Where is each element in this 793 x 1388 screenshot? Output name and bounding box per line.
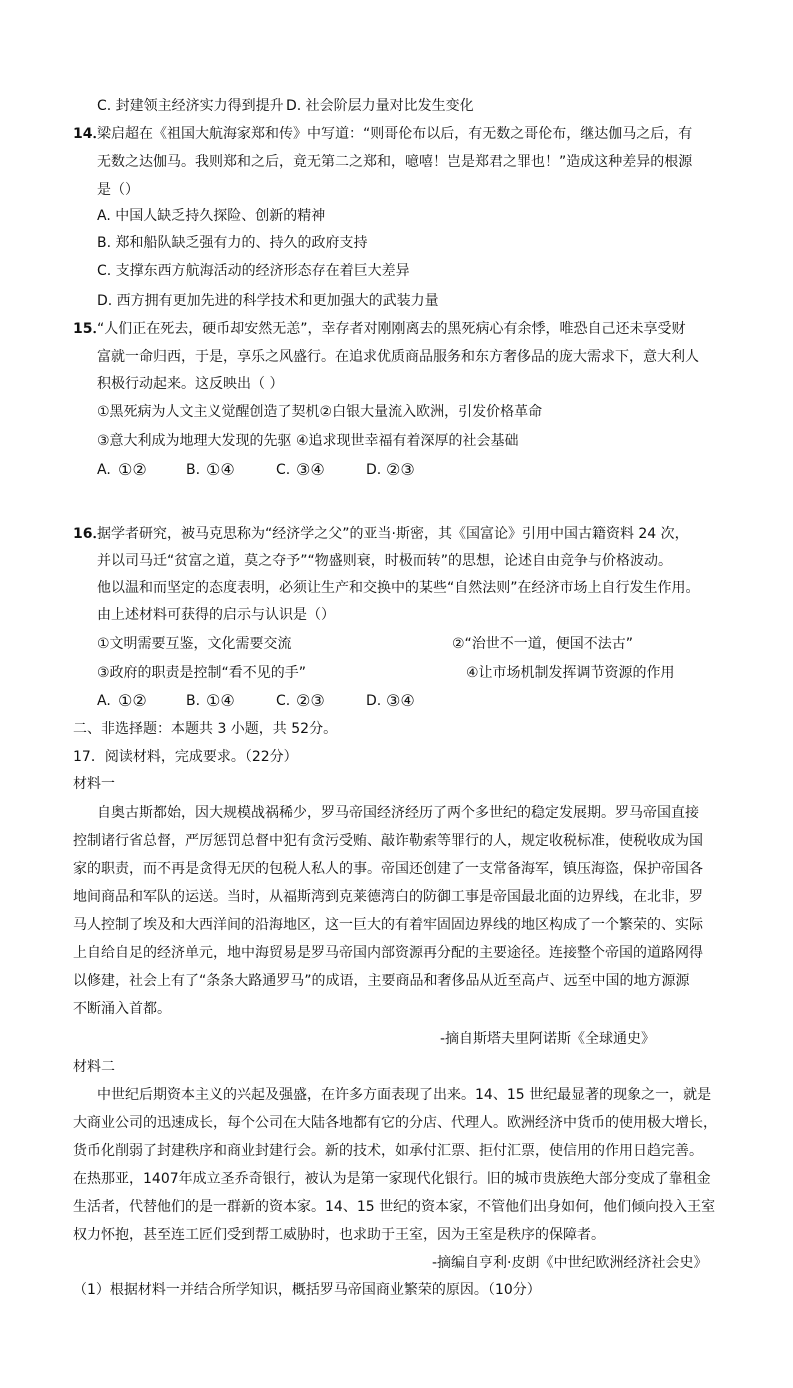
material-two-line: 中世纪后期资本主义的兴起及强盛，在许多方面表现了出来。14、15 世纪最显著的现象之一，就是 (97, 1087, 712, 1103)
q16-option-c-letter: C. (276, 693, 291, 709)
q16-item-4: ④让市场机制发挥调节资源的作用 (466, 665, 675, 681)
q16-option-b-value: ①④ (206, 691, 235, 710)
q15-option-a-letter: A. (97, 462, 111, 478)
material-one-line: 自奥古斯都始，因大规模战祸稀少，罗马帝国经济经历了两个多世纪的稳定发展期。罗马帝国直接 (97, 805, 699, 821)
material-one-line: 上自给自足的经济单元，地中海贸易是罗马帝国内部资源再分配的主要途径。连接整个帝国的道路网得 (73, 945, 703, 961)
material-one-label: 材料一 (73, 776, 115, 792)
material-two-label: 材料二 (73, 1059, 115, 1075)
q15-option-d-letter: D. (366, 462, 382, 478)
q16-item-3: ③政府的职责是控制“看不见的手” (97, 665, 307, 681)
material-two-line: 生活者，代替他们的是一群新的资本家。14、15 世纪的资本家，不管他们出身如何，他们倾向投入王室 (73, 1199, 716, 1215)
q15-stem-line: “人们正在死去，硬币却安然无恙”，幸存者对刚刚离去的黑死病心有余悸，唯恐自己还未享受财 (97, 321, 686, 337)
q14-option-b: B. 郑和船队缺乏强有力的、持久的政府支持 (97, 235, 368, 251)
material-one-line: 家的职责，而不再是贪得无厌的包税人私人的事。帝国还创建了一支常备海军，镇压海盗，保护帝国各 (73, 861, 703, 877)
q16-stem-line: 据学者研究，被马克思称为“经济学之父”的亚当·斯密，其《国富论》引用中国古籍资料 24 次， (97, 526, 689, 542)
q15-stem-line: 积极行动起来。这反映出（ ） (97, 376, 284, 392)
q16-option-a-value: ①② (118, 691, 147, 710)
q15-item-line: ③意大利成为地理大发现的先驱 ④追求现世幸福有着深厚的社会基础 (97, 433, 519, 449)
q16-option-c-value: ②③ (296, 691, 325, 710)
q14-option-a: A. 中国人缺乏持久探险、创新的精神 (97, 208, 326, 224)
material-two-line: 在热那亚，1407年成立圣乔奇银行，被认为是第一家现代化银行。旧的城市贵族绝大部分变成了靠租金 (73, 1171, 711, 1187)
q16-option-d-letter: D. (366, 693, 382, 709)
q15-option-b-letter: B. (186, 462, 201, 478)
material-two-line: 大商业公司的迅速成长，每个公司在大陆各地都有它的分店、代理人。欧洲经济中货币的使用极大增长， (73, 1115, 717, 1131)
q16-stem-line: 由上述材料可获得的启示与认识是（） (97, 607, 335, 623)
material-one-line: 控制诸行省总督，严厉惩罚总督中犯有贪污受贿、敲诈勒索等罪行的人，规定收税标准，使税收成为国 (73, 833, 703, 849)
material-two-line: 权力怀抱，甚至连工匠们受到帮工威胁时，也求助于王室，因为王室是秩序的保障者。 (73, 1227, 605, 1243)
q16-number: 16． (73, 526, 107, 542)
q15-stem-line: 富就一命归西，于是，享乐之风盛行。在追求优质商品服务和东方奢侈品的庞大需求下，意大利人 (97, 349, 699, 365)
q15-option-c-value: ③④ (296, 460, 325, 479)
q16-option-b-letter: B. (186, 693, 201, 709)
q17-title: 17．阅读材料，完成要求。（22分） (73, 749, 298, 765)
q14-number: 14． (73, 126, 107, 142)
material-one-line: 地间商品和军队的运送。当时，从福斯湾到克莱德湾白的防御工事是帝国最北面的边界线，在北非，罗 (73, 889, 703, 905)
material-one-line: 以修建，社会上有了“条条大路通罗马”的成语，主要商品和奢侈品从近至高卢、远至中国的地方源源 (73, 973, 690, 989)
q13-option-d: D. 社会阶层力量对比发生变化 (286, 98, 474, 114)
q15-option-a-value: ①② (118, 460, 147, 479)
q15-number: 15． (73, 321, 107, 337)
q16-option-a-letter: A. (97, 693, 111, 709)
q14-stem-line: 是（） (97, 182, 139, 198)
q14-option-d: D. 西方拥有更加先进的科学技术和更加强大的武装力量 (97, 293, 439, 309)
q16-stem-line: 并以司马迁“贫富之道，莫之夺予”“物盛则衰，时极而转”的思想，论述自由竞争与价格波动。 (97, 553, 673, 569)
q14-option-c: C. 支撑东西方航海活动的经济形态存在着巨大差异 (97, 263, 410, 279)
material-one-line: 不断涌入首都。 (73, 1001, 171, 1017)
material-two-line: 货币化削弱了封建秩序和商业封建行会。新的技术，如承付汇票、拒付汇票，使信用的作用日趋完善。 (73, 1143, 703, 1159)
q16-stem-line: 他以温和而坚定的态度表明，必须让生产和交换中的某些“自然法则”在经济市场上自行发生作用。 (97, 580, 700, 596)
q15-option-d-value: ②③ (386, 460, 415, 479)
q17-subquestion-1: （1）根据材料一并结合所学知识，概括罗马帝国商业繁荣的原因。（10分） (73, 1282, 541, 1298)
material-one-line: 马人控制了埃及和大西洋间的沿海地区，这一巨大的有着牢固固边界线的地区构成了一个繁荣的、实际 (73, 917, 703, 933)
q15-option-c-letter: C. (276, 462, 291, 478)
material-two-source: -摘编自亨利·皮朗《中世纪欧洲经济社会史》 (432, 1255, 708, 1271)
q14-stem-line: 梁启超在《祖国大航海家郑和传》中写道：“则哥伦布以后，有无数之哥伦布，继达伽马之后，有 (97, 126, 693, 142)
q13-option-c: C. 封建领主经济实力得到提升 (97, 98, 284, 114)
q16-item-2: ②“治世不一道，便国不法古” (452, 636, 634, 652)
q16-option-d-value: ③④ (386, 691, 415, 710)
section-heading: 二、非选择题：本题共 3 小题，共 52分。 (73, 721, 338, 737)
material-one-source: -摘自斯塔夫里阿诺斯《全球通史》 (440, 1031, 656, 1047)
q15-item-line: ①黑死病为人文主义觉醒创造了契机②白银大量流入欧洲，引发价格革命 (97, 404, 543, 420)
q14-stem-line: 无数之达伽马。我则郑和之后，竟无第二之郑和，噫嘻！岂是郑君之罪也！”造成这种差异的根源 (97, 154, 693, 170)
q15-option-b-value: ①④ (206, 460, 235, 479)
q16-item-1: ①文明需要互鉴，文化需要交流 (97, 636, 292, 652)
